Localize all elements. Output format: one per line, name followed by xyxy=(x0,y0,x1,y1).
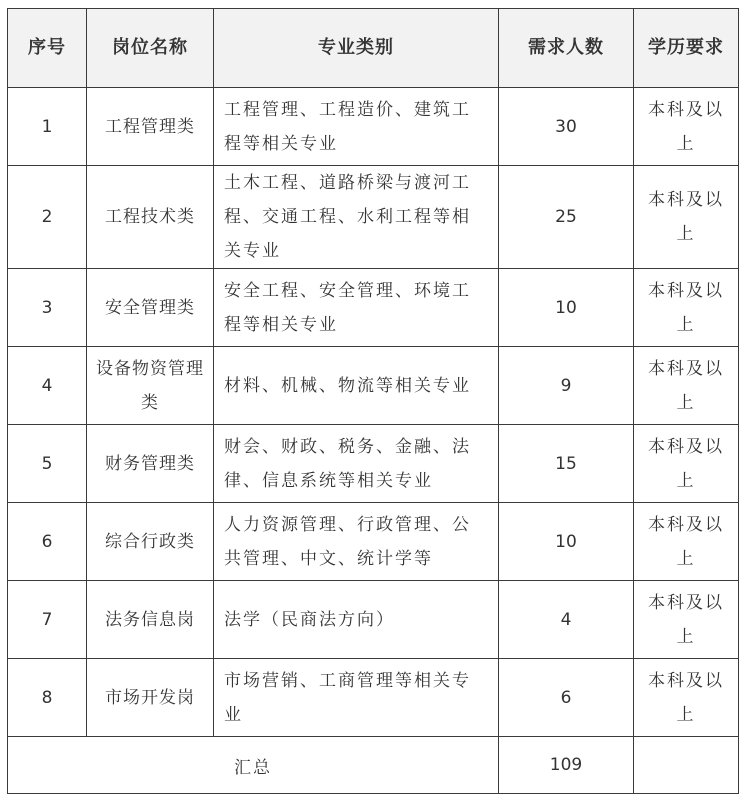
row-position: 工程管理类 xyxy=(87,88,214,166)
row-position: 工程技术类 xyxy=(87,166,214,269)
row-index: 8 xyxy=(8,659,87,737)
row-count: 15 xyxy=(499,425,634,503)
table-row xyxy=(8,347,739,425)
row-position: 综合行政类 xyxy=(87,503,214,581)
row-education: 本科及以上 xyxy=(634,659,739,737)
row-position: 安全管理类 xyxy=(87,269,214,347)
row-major: 安全工程、安全管理、环境工程等相关专业 xyxy=(214,269,499,347)
row-count: 25 xyxy=(499,166,634,269)
table-row xyxy=(8,88,739,166)
header-index: 序号 xyxy=(8,9,87,88)
row-index: 5 xyxy=(8,425,87,503)
row-major: 材料、机械、物流等相关专业 xyxy=(214,347,499,425)
row-count: 4 xyxy=(499,581,634,659)
table-header-row xyxy=(8,9,739,88)
row-major: 财会、财政、税务、金融、法律、信息系统等相关专业 xyxy=(214,425,499,503)
row-count: 9 xyxy=(499,347,634,425)
row-position: 市场开发岗 xyxy=(87,659,214,737)
table-row xyxy=(8,659,739,737)
header-major: 专业类别 xyxy=(214,9,499,88)
header-position: 岗位名称 xyxy=(87,9,214,88)
total-education-empty xyxy=(634,737,739,794)
row-index: 1 xyxy=(8,88,87,166)
table-row xyxy=(8,269,739,347)
row-major: 市场营销、工商管理等相关专业 xyxy=(214,659,499,737)
row-index: 2 xyxy=(8,166,87,269)
table-row xyxy=(8,166,739,269)
row-education: 本科及以上 xyxy=(634,425,739,503)
table-row xyxy=(8,581,739,659)
total-count: 109 xyxy=(499,737,634,794)
recruitment-table xyxy=(7,8,739,794)
row-education: 本科及以上 xyxy=(634,88,739,166)
row-position: 财务管理类 xyxy=(87,425,214,503)
total-row xyxy=(8,737,739,794)
row-position: 法务信息岗 xyxy=(87,581,214,659)
row-education: 本科及以上 xyxy=(634,503,739,581)
row-major: 工程管理、工程造价、建筑工程等相关专业 xyxy=(214,88,499,166)
row-education: 本科及以上 xyxy=(634,581,739,659)
header-count: 需求人数 xyxy=(499,9,634,88)
row-count: 10 xyxy=(499,269,634,347)
row-count: 30 xyxy=(499,88,634,166)
row-count: 10 xyxy=(499,503,634,581)
table-row xyxy=(8,425,739,503)
row-count: 6 xyxy=(499,659,634,737)
row-index: 7 xyxy=(8,581,87,659)
row-index: 4 xyxy=(8,347,87,425)
row-education: 本科及以上 xyxy=(634,347,739,425)
row-index: 6 xyxy=(8,503,87,581)
row-major: 法学（民商法方向） xyxy=(214,581,499,659)
total-label: 汇总 xyxy=(8,737,499,794)
row-index: 3 xyxy=(8,269,87,347)
header-education: 学历要求 xyxy=(634,9,739,88)
table-row xyxy=(8,503,739,581)
row-major: 土木工程、道路桥梁与渡河工程、交通工程、水利工程等相关专业 xyxy=(214,166,499,269)
row-education: 本科及以上 xyxy=(634,269,739,347)
row-education: 本科及以上 xyxy=(634,166,739,269)
row-position: 设备物资管理类 xyxy=(87,347,214,425)
row-major: 人力资源管理、行政管理、公共管理、中文、统计学等 xyxy=(214,503,499,581)
